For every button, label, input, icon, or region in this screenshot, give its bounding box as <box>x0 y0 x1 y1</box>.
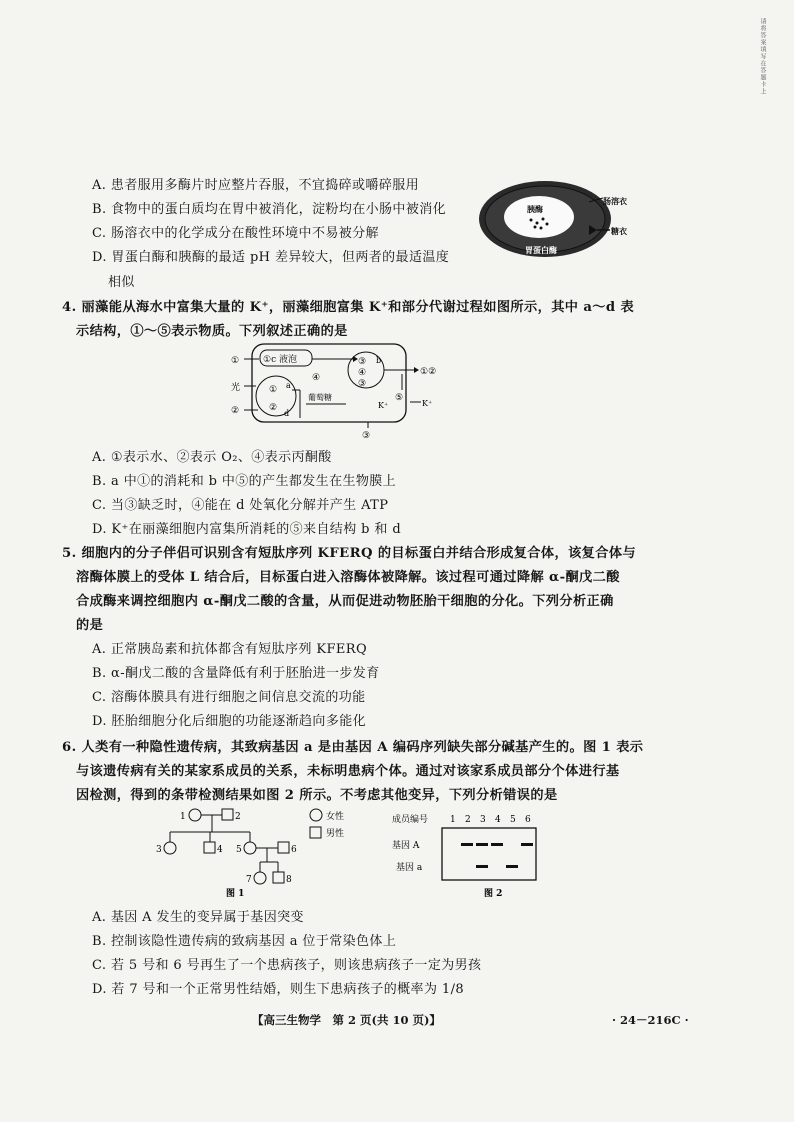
q5-option-d: D. 胚胎细胞分化后细胞的功能逐渐趋向多能化 <box>92 714 367 729</box>
q5-stem-line1: 5. 细胞内的分子伴侣可识别含有短肽序列 KFERQ 的目标蛋白并结合形成复合体，该复合体与 <box>62 546 637 561</box>
q3-option-d: D. 胃蛋白酶和胰酶的最适 pH 差异较大，但两者的最适温度 <box>92 250 450 265</box>
gel-row-a-lower: 基因 a <box>396 863 423 873</box>
pedigree-id-2: 2 <box>235 812 241 822</box>
gel-row-a-upper: 基因 A <box>392 841 420 851</box>
q5-option-b: B. α-酮戊二酸的含量降低有利于胚胎进一步发育 <box>92 666 380 681</box>
gel-caption: 图 2 <box>484 889 503 899</box>
q4-input-4: ④ <box>312 373 321 383</box>
q4-structure-b: b <box>376 356 382 365</box>
q5-stem-line3: 合成酶来调控细胞内 α-酮戊二酸的含量，从而促进动物胚胎干细胞的分化。下列分析正确 <box>76 594 614 609</box>
q3-option-d-cont: 相似 <box>108 275 135 290</box>
q4-structure-a: a <box>286 381 291 390</box>
q3-option-b: B. 食物中的蛋白质均在胃中被消化，淀粉均在小肠中被消化 <box>92 202 447 217</box>
gel-band-a-5 <box>506 865 518 868</box>
q4-stem-line1: 4. 丽藻能从海水中富集大量的 K⁺，丽藻细胞富集 K⁺和部分代谢过程如图所示，其中 a～d 表 <box>62 300 635 315</box>
pedigree-id-6: 6 <box>291 845 297 855</box>
q3-fig-ring-label: 胃蛋白酶 <box>525 245 557 255</box>
q3-option-a: A. 患者服用多酶片时应整片吞服，不宜捣碎或嚼碎服用 <box>92 178 420 193</box>
q4-mito-n3: ③ <box>358 357 367 367</box>
paper-code: · 24－216C · <box>612 1013 689 1027</box>
q4-light-label: 光 <box>231 383 241 393</box>
q3-option-c: C. 肠溶衣中的化学成分在酸性环境中不易被分解 <box>92 226 379 241</box>
q4-option-a: A. ①表示水、②表示 O₂、④表示丙酮酸 <box>92 450 332 465</box>
q5-option-a: A. 正常胰岛素和抗体都含有短肽序列 KFERQ <box>92 642 368 657</box>
q4-glucose-label: 葡萄糖 <box>308 393 332 402</box>
q5-stem-line2: 溶酶体膜上的受体 L 结合后，目标蛋白进入溶酶体被降解。该过程可通过降解 α-酮戊二酸 <box>76 570 620 585</box>
gel-band-A-2 <box>461 843 473 846</box>
q6-option-b: B. 控制该隐性遗传病的致病基因 a 位于常染色体上 <box>92 934 397 949</box>
page-footer: 【高三生物学 第 2 页(共 10 页)】 <box>252 1013 441 1027</box>
q4-stem-line2: 示结构，①～⑤表示物质。下列叙述正确的是 <box>76 324 348 339</box>
q6-option-a: A. 基因 A 发生的变异属于基因突变 <box>92 910 304 925</box>
q6-stem-line2: 与该遗传病有关的某家系成员的关系，未标明患病个体。通过对该家系成员部分个体进行基 <box>76 764 620 779</box>
q4-chloroplast-n2: ② <box>269 403 278 413</box>
q4-option-c: C. 当③缺乏时，④能在 d 处氧化分解并产生 ATP <box>92 498 389 513</box>
q4-option-d: D. K⁺在丽藻细胞内富集所消耗的⑤来自结构 b 和 d <box>92 522 402 537</box>
pedigree-id-5: 5 <box>236 845 242 855</box>
gel-band-A-6 <box>521 843 533 846</box>
q4-input-1: ① <box>231 356 240 366</box>
legend-male-label: 男性 <box>326 829 345 839</box>
q4-structure-d: d <box>284 409 290 418</box>
gel-lane-1: 1 <box>450 815 456 825</box>
gel-lane-3: 3 <box>480 815 486 825</box>
q6-pedigree-figure <box>150 804 370 900</box>
pedigree-id-3: 3 <box>156 845 162 855</box>
q4-chloroplast-n1: ① <box>269 385 278 395</box>
legend-female-label: 女性 <box>326 812 345 822</box>
pedigree-id-4: 4 <box>217 845 223 855</box>
q4-output-3: ③ <box>362 431 371 440</box>
gel-header: 成员编号 <box>392 815 429 825</box>
gel-lane-5: 5 <box>510 815 516 825</box>
q5-stem-line4: 的是 <box>76 618 104 633</box>
q6-option-c: C. 若 5 号和 6 号再生了一个患病孩子，则该患病孩子一定为男孩 <box>92 958 482 973</box>
gel-band-A-3 <box>476 843 488 846</box>
gel-lane-2: 2 <box>465 815 471 825</box>
q6-stem-line3: 因检测，得到的条带检测结果如图 2 所示。不考虑其他变异，下列分析错误的是 <box>76 788 558 803</box>
q4-input-2: ② <box>231 406 240 416</box>
side-margin-text: 请将答案填写在答题卡上 <box>759 18 766 95</box>
pedigree-id-1: 1 <box>180 812 186 822</box>
q4-kplus-outer: K⁺ <box>422 399 433 408</box>
q5-option-c: C. 溶酶体膜具有进行细胞之间信息交流的功能 <box>92 690 366 705</box>
gel-band-A-4 <box>491 843 503 846</box>
q4-mito-n4: ④ <box>358 368 367 378</box>
pedigree-id-7: 7 <box>246 875 252 885</box>
q4-output-12: ①② <box>420 367 437 377</box>
q4-kplus-inner: K⁺ <box>378 401 389 410</box>
gel-lane-4: 4 <box>495 815 501 825</box>
q3-tablet-figure <box>475 178 687 264</box>
q6-option-d: D. 若 7 号和一个正常男性结婚，则生下患病孩子的概率为 1/8 <box>92 982 465 997</box>
q4-cell-diagram <box>226 340 446 440</box>
q3-fig-label-top: 肠溶衣 <box>603 196 627 206</box>
q3-fig-label-bottom: 糖衣 <box>611 226 627 236</box>
q4-option-b: B. a 中①的消耗和 b 中⑤的产生都发生在生物膜上 <box>92 474 397 489</box>
q6-stem-line1: 6. 人类有一种隐性遗传病，其致病基因 a 是由基因 A 编码序列缺失部分碱基产生的。图 1 表示 <box>62 740 644 755</box>
q4-mito-n5: ③ <box>358 379 367 389</box>
gel-lane-6: 6 <box>525 815 531 825</box>
q6-gel-figure <box>390 810 550 900</box>
q4-atp-5: ⑤ <box>395 393 404 403</box>
q3-fig-inner-label: 胰酶 <box>527 204 543 214</box>
gel-band-a-3 <box>476 865 488 868</box>
pedigree-id-8: 8 <box>286 875 292 885</box>
q4-vacuole-label: ①c 液泡 <box>263 355 297 365</box>
pedigree-caption: 图 1 <box>226 889 245 899</box>
